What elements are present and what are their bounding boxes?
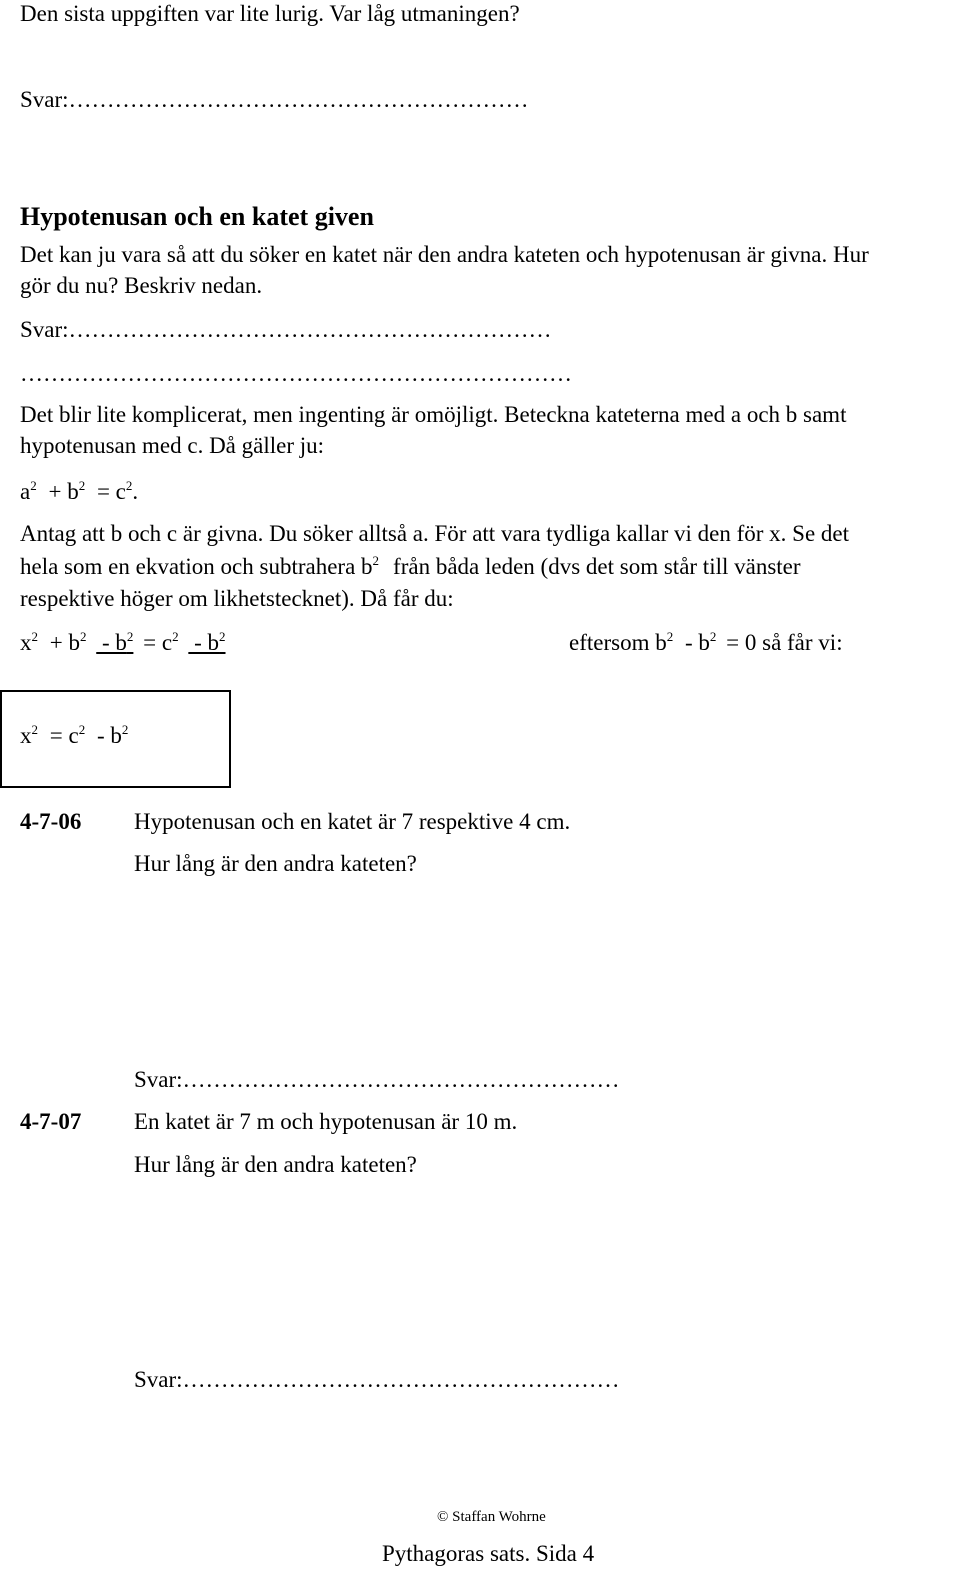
problem-text: En katet är 7 m och hypotenusan är 10 m. [134, 1109, 518, 1134]
highlighted-formula: $x^2 = c^2 - b^2$ [20, 722, 129, 748]
paragraph-line: hela som en ekvation och subtrahera $b^2$ från båda leden (dvs det som står till vänster [20, 553, 801, 579]
paragraph-line: respektive höger om likhetstecknet). Då får du: [20, 586, 454, 611]
intro-question: Den sista uppgiften var lite lurig. Var låg utmaningen? [20, 1, 520, 26]
answer-line: Svar:……………………………………………………… [20, 317, 552, 342]
problem-question: Hur lång är den andra kateten? [134, 851, 417, 876]
problem-text: Hypotenusan och en katet är 7 respektive 4 cm. [134, 809, 571, 834]
explanation-formula: eftersom $b^2 - b^2 = 0$ så får vi: [569, 629, 843, 655]
answer-line: Svar:………………………………………………… [134, 1067, 620, 1092]
problem-number: 4-7-06 [20, 809, 82, 834]
copyright: © Staffan Wohrne [437, 1509, 546, 1525]
paragraph-line: hypotenusan med c. Då gäller ju: [20, 433, 325, 458]
pythagoras-formula: $a^2 + b^2 = c^2$. [20, 478, 139, 504]
subtraction-formula: $x^2 + b^2 - b^2 = c^2 - b^2$ [20, 629, 226, 655]
paragraph-line: gör du nu? Beskriv nedan. [20, 273, 263, 298]
answer-line-continued: ……………………………………………………………… [20, 361, 572, 386]
problem-question: Hur lång är den andra kateten? [134, 1152, 417, 1177]
problem-number: 4-7-07 [20, 1109, 82, 1134]
answer-line: Svar:………………………………………………… [134, 1367, 620, 1392]
answer-line: Svar:…………………………………………………… [20, 87, 529, 112]
paragraph-line: Det blir lite komplicerat, men ingenting är omöjligt. Beteckna kateterna med a och b samt [20, 402, 847, 427]
paragraph-line: Antag att b och c är givna. Du söker alltså a. För att vara tydliga kallar vi den för x. Se det [20, 521, 850, 546]
paragraph-line: Det kan ju vara så att du söker en katet när den andra kateten och hypotenusan är givna. Hur [20, 242, 869, 267]
section-heading: Hypotenusan och en katet given [20, 202, 374, 231]
page-footer: Pythagoras sats. Sida 4 [382, 1541, 595, 1566]
